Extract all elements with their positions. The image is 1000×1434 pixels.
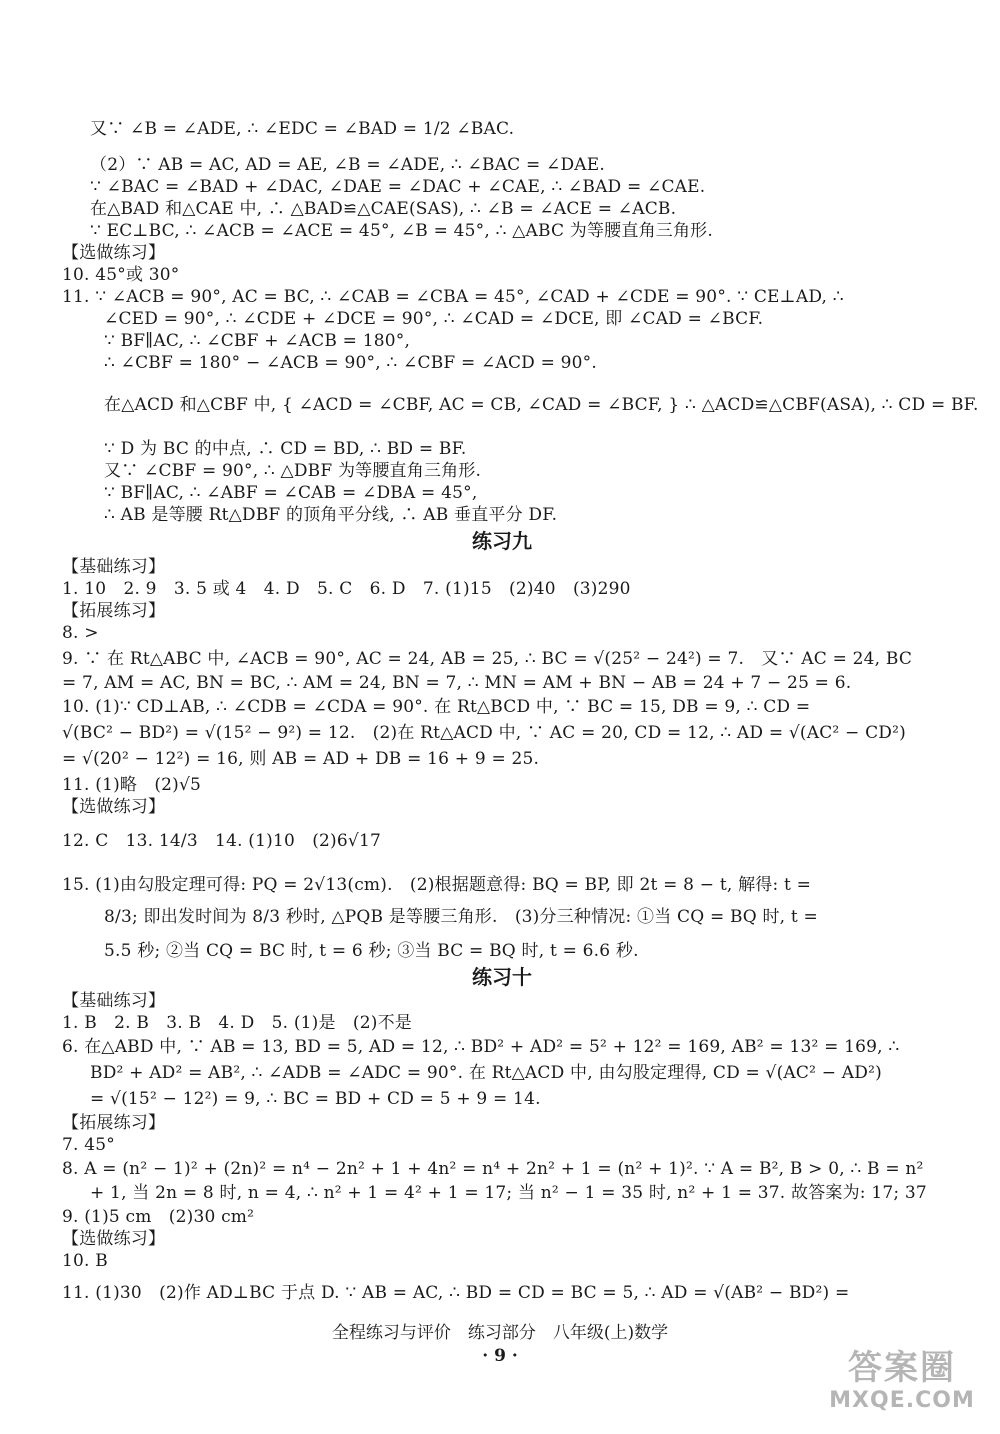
- text-line: 9. (1)5 cm (2)30 cm²: [62, 1207, 255, 1227]
- text-line: 10. B: [62, 1251, 108, 1271]
- text-line: 在△ACD 和△CBF 中, { ∠ACD = ∠CBF, AC = CB, ∠CAD = ∠BCF, } ∴ △ACD≌△CBF(ASA), ∴ CD = BF.: [104, 395, 979, 415]
- text-line: 15. (1)由勾股定理可得: PQ = 2√13(cm). (2)根据题意得: BQ = BP, 即 2t = 8 − t, 解得: t =: [62, 875, 812, 895]
- text-line: 8. >: [62, 623, 99, 643]
- footer-text: 全程练习与评价 练习部分 八年级(上)数学: [331, 1323, 669, 1343]
- section-title-9: 练习九: [472, 529, 532, 553]
- watermark-logo: [822, 1338, 982, 1422]
- text-line: ∵ BF∥AC, ∴ ∠ABF = ∠CAB = ∠DBA = 45°,: [104, 483, 478, 503]
- text-line: ∵ D 为 BC 的中点, ∴ CD = BD, ∴ BD = BF.: [104, 439, 467, 459]
- text-line: ∠CED = 90°, ∴ ∠CDE + ∠DCE = 90°, ∴ ∠CAD = ∠DCE, 即 ∠CAD = ∠BCF.: [104, 309, 764, 329]
- text-line: 10. 45°或 30°: [62, 265, 180, 285]
- watermark-bottom: MXQE.COM: [829, 1387, 975, 1413]
- text-line: 在△BAD 和△CAE 中, ∴ △BAD≌△CAE(SAS), ∴ ∠B = ∠ACE = ∠ACB.: [90, 199, 677, 219]
- section-tag: 【基础练习】: [62, 991, 166, 1011]
- section-tag: 【基础练习】: [62, 557, 166, 577]
- text-line: 5.5 秒; ②当 CQ = BC 时, t = 6 秒; ③当 BC = BQ 时, t = 6.6 秒.: [104, 941, 639, 961]
- text-line: √(BC² − BD²) = √(15² − 9²) = 12. (2)在 Rt△ACD 中, ∵ AC = 20, CD = 12, ∴ AD = √(AC² − CD²): [62, 723, 906, 743]
- watermark-top: 答案圈: [848, 1347, 956, 1388]
- text-line: 12. C 13. 14/3 14. (1)10 (2)6√17: [62, 831, 381, 851]
- text-line: = 7, AM = AC, BN = BC, ∴ AM = 24, BN = 7, ∴ MN = AM + BN − AB = 24 + 7 − 25 = 6.: [62, 673, 852, 693]
- text-line: （2）∵ AB = AC, AD = AE, ∠B = ∠ADE, ∴ ∠BAC = ∠DAE.: [90, 155, 605, 175]
- text-line: = √(20² − 12²) = 16, 则 AB = AD + DB = 16 + 9 = 25.: [62, 749, 540, 769]
- text-line: ∵ EC⊥BC, ∴ ∠ACB = ∠ACE = 45°, ∠B = 45°, ∴ △ABC 为等腰直角三角形.: [90, 221, 713, 241]
- text-line: 6. 在△ABD 中, ∵ AB = 13, BD = 5, AD = 12, ∴ BD² + AD² = 5² + 12² = 169, AB² = 13² = 169, ∴: [62, 1037, 900, 1057]
- text-line: 9. ∵ 在 Rt△ABC 中, ∠ACB = 90°, AC = 24, AB = 25, ∴ BC = √(25² − 24²) = 7. 又∵ AC = 24, BC: [62, 649, 913, 669]
- text-line: 11. (1)略 (2)√5: [62, 775, 202, 795]
- text-line: ∵ BF∥AC, ∴ ∠CBF + ∠ACB = 180°,: [104, 331, 411, 351]
- text-line: 7. 45°: [62, 1135, 115, 1155]
- text-line: ∴ ∠CBF = 180° − ∠ACB = 90°, ∴ ∠CBF = ∠ACD = 90°.: [104, 353, 597, 373]
- text-line: BD² + AD² = AB², ∴ ∠ADB = ∠ADC = 90°. 在 Rt△ACD 中, 由勾股定理得, CD = √(AC² − AD²): [90, 1063, 882, 1083]
- text-line: 1. B 2. B 3. B 4. D 5. (1)是 (2)不是: [62, 1013, 412, 1033]
- text-line: = √(15² − 12²) = 9, ∴ BC = BD + CD = 5 + 9 = 14.: [90, 1089, 541, 1109]
- text-line: 又∵ ∠B = ∠ADE, ∴ ∠EDC = ∠BAD = 1/2 ∠BAC.: [90, 119, 515, 139]
- text-line: 10. (1)∵ CD⊥AB, ∴ ∠CDB = ∠CDA = 90°. 在 Rt△BCD 中, ∵ BC = 15, DB = 9, ∴ CD =: [62, 697, 811, 717]
- text-line: + 1, 当 2n = 8 时, n = 4, ∴ n² + 1 = 4² + 1 = 17; 当 n² − 1 = 35 时, n² + 1 = 37. 故答案为: 17; 37: [90, 1183, 927, 1203]
- text-line: 又∵ ∠CBF = 90°, ∴ △DBF 为等腰直角三角形.: [104, 461, 482, 481]
- section-tag: 【拓展练习】: [62, 601, 166, 621]
- section-title-10: 练习十: [472, 965, 532, 989]
- section-tag: 【选做练习】: [62, 1229, 166, 1249]
- text-line: 8. A = (n² − 1)² + (2n)² = n⁴ − 2n² + 1 + 4n² = n⁴ + 2n² + 1 = (n² + 1)². ∵ A = B², B > 0, ∴ B = n²: [62, 1159, 924, 1179]
- page-number: · 9 ·: [482, 1346, 518, 1366]
- text-line: 8/3; 即出发时间为 8/3 秒时, △PQB 是等腰三角形. (3)分三种情况: ①当 CQ = BQ 时, t =: [104, 907, 818, 927]
- section-tag: 【选做练习】: [62, 243, 166, 263]
- section-tag: 【拓展练习】: [62, 1113, 166, 1133]
- section-tag: 【选做练习】: [62, 797, 166, 817]
- text-line: ∵ ∠BAC = ∠BAD + ∠DAC, ∠DAE = ∠DAC + ∠CAE, ∴ ∠BAD = ∠CAE.: [90, 177, 706, 197]
- text-line: ∴ AB 是等腰 Rt△DBF 的顶角平分线, ∴ AB 垂直平分 DF.: [104, 505, 558, 525]
- text-line: 11. (1)30 (2)作 AD⊥BC 于点 D. ∵ AB = AC, ∴ BD = CD = BC = 5, ∴ AD = √(AB² − BD²) =: [62, 1283, 850, 1303]
- text-line: 1. 10 2. 9 3. 5 或 4 4. D 5. C 6. D 7. (1)15 (2)40 (3)290: [62, 579, 631, 599]
- text-line: 11. ∵ ∠ACB = 90°, AC = BC, ∴ ∠CAB = ∠CBA = 45°, ∠CAD + ∠CDE = 90°. ∵ CE⊥AD, ∴: [62, 287, 844, 307]
